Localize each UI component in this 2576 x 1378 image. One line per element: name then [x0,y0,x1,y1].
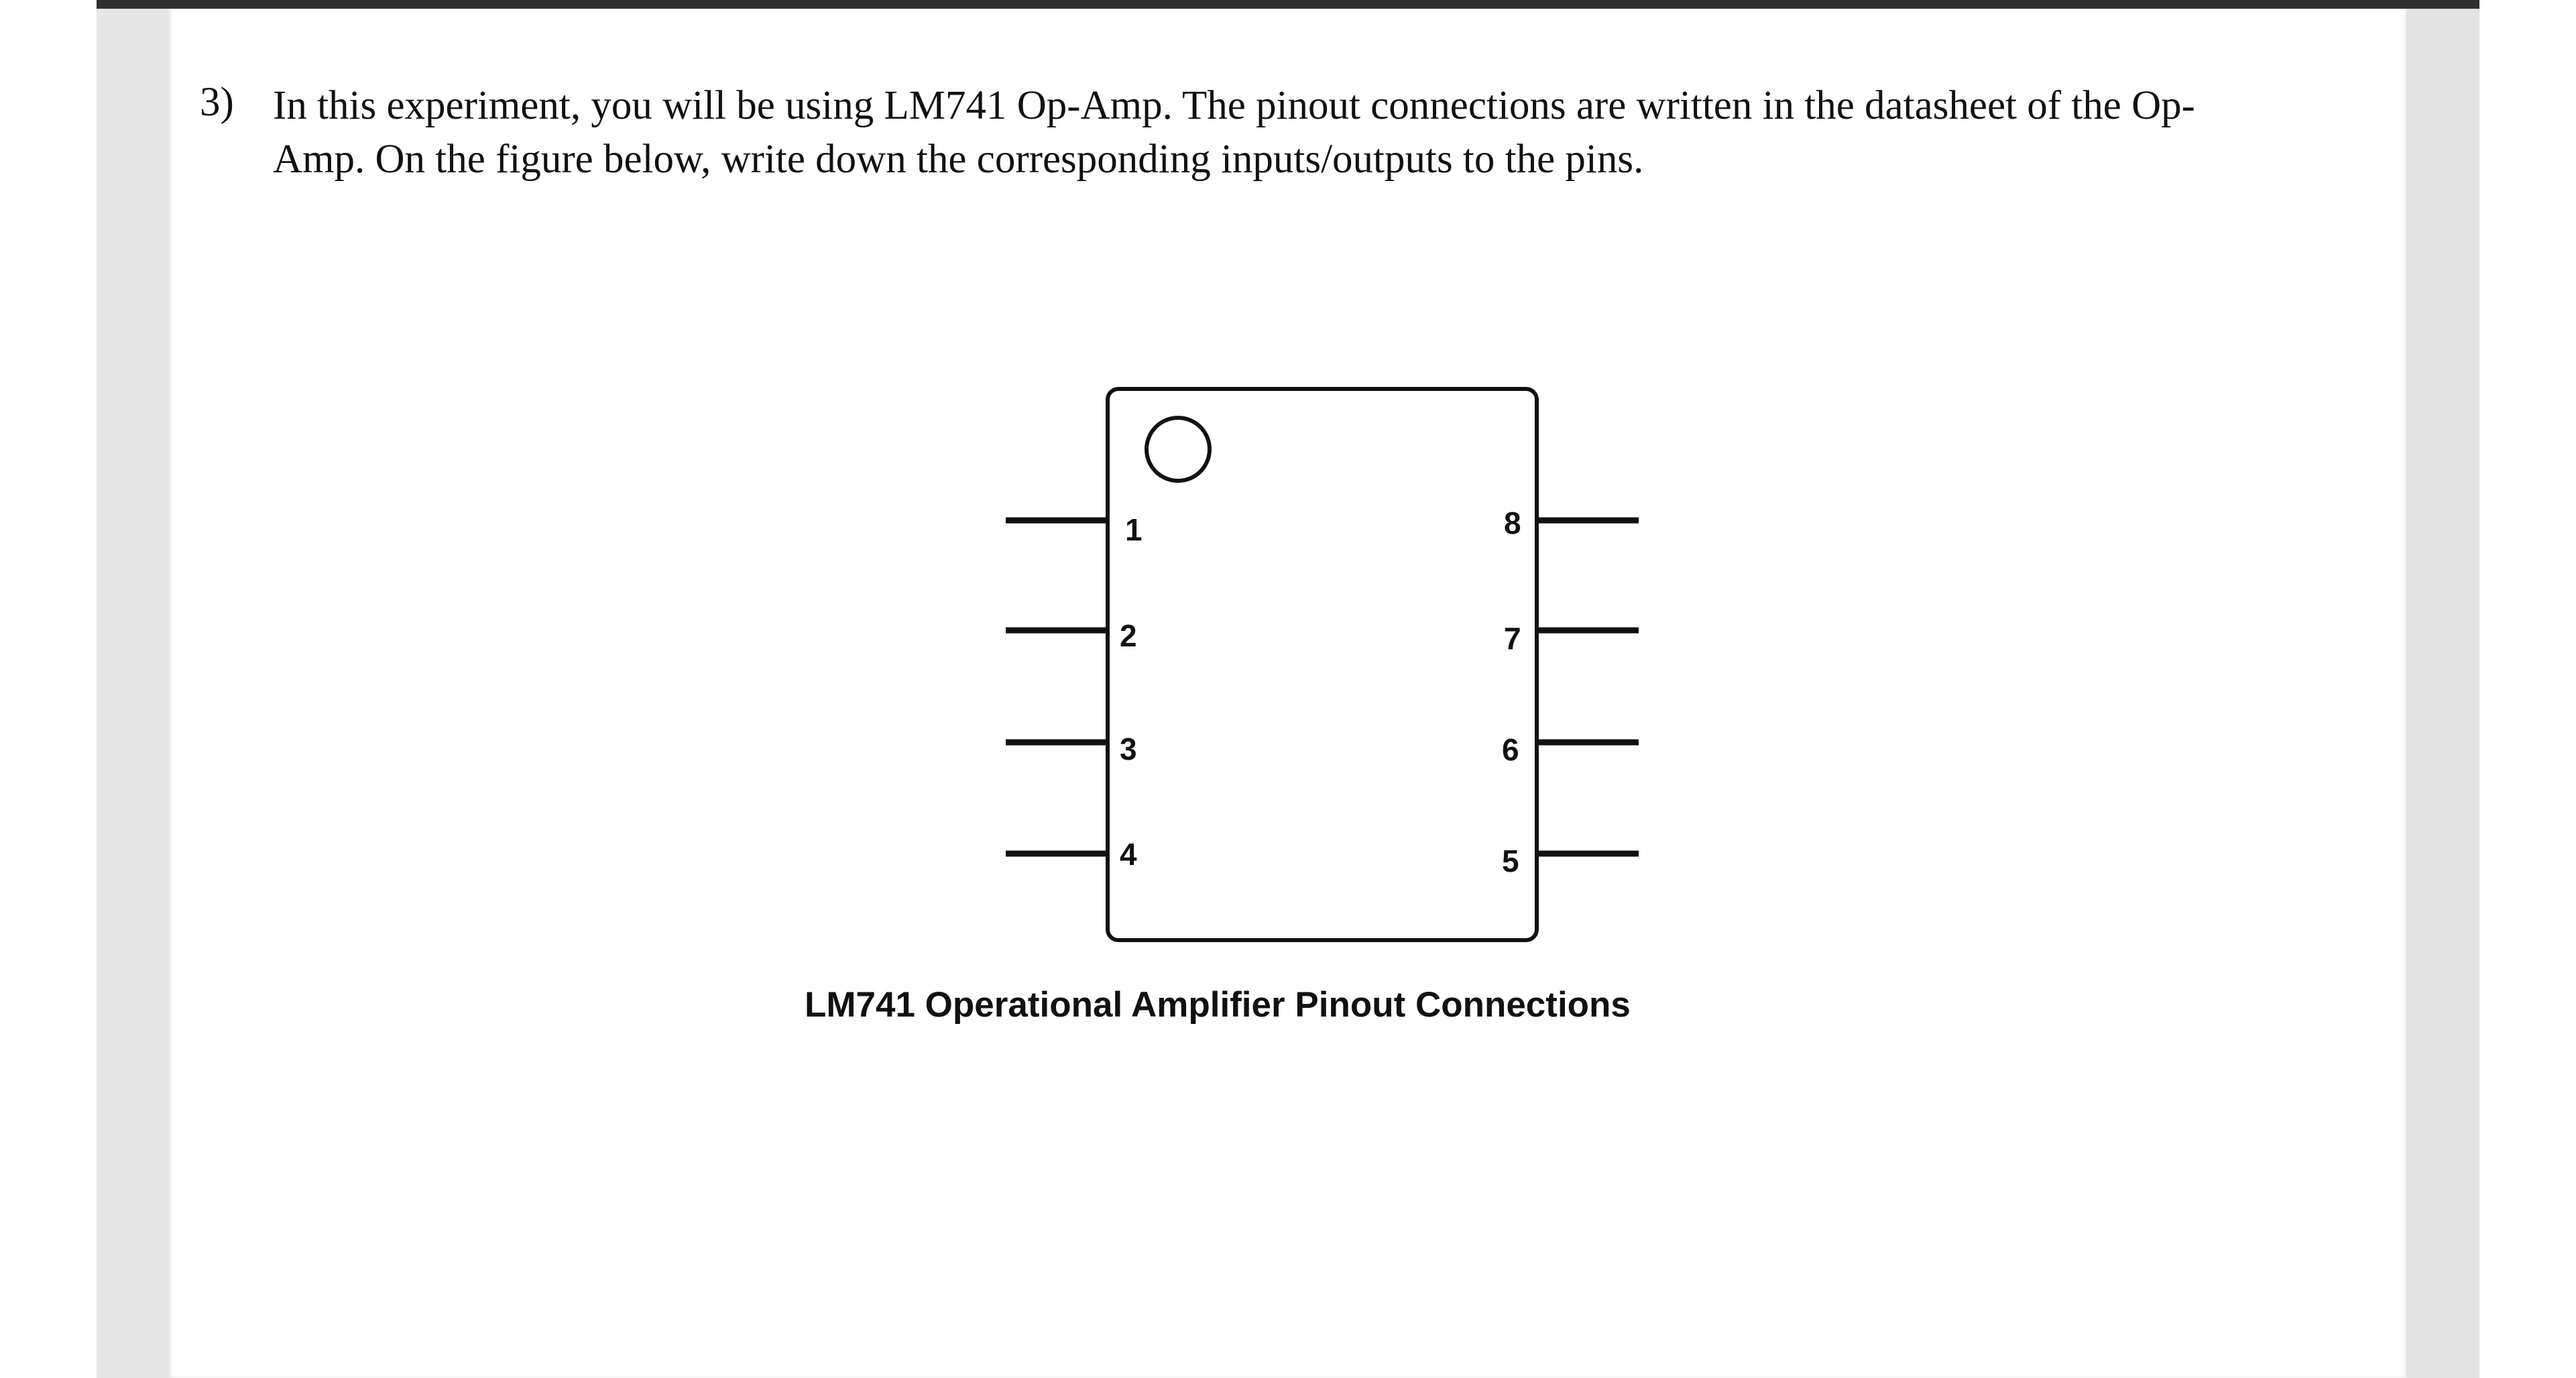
pin-label-8: 8 [1504,506,1521,540]
pin-label-1: 1 [1125,512,1143,547]
pinout-figure [825,362,1696,945]
ic-diagram [825,362,1696,945]
pin-label-5: 5 [1502,844,1519,878]
left-gutter [97,9,169,1378]
pin-label-6: 6 [1502,732,1519,767]
question-text: In this experiment, you will be using LM741 Op-Amp. The pinout connections are written in the datasheet of the Op-Amp. On the figure below, write down the corresponding inputs/outputs to the pins. [273,83,2195,182]
pin-label-4: 4 [1120,837,1137,872]
pin-label-2: 2 [1120,618,1137,653]
pin-label-7: 7 [1504,621,1521,656]
viewer-top-bar [97,0,2479,9]
question-number: 3) [200,80,234,125]
ic-body [1108,389,1537,940]
figure-caption: LM741 Operational Amplifier Pinout Connections [805,985,1631,1025]
pin-label-3: 3 [1120,732,1137,766]
right-gutter [2406,9,2479,1378]
